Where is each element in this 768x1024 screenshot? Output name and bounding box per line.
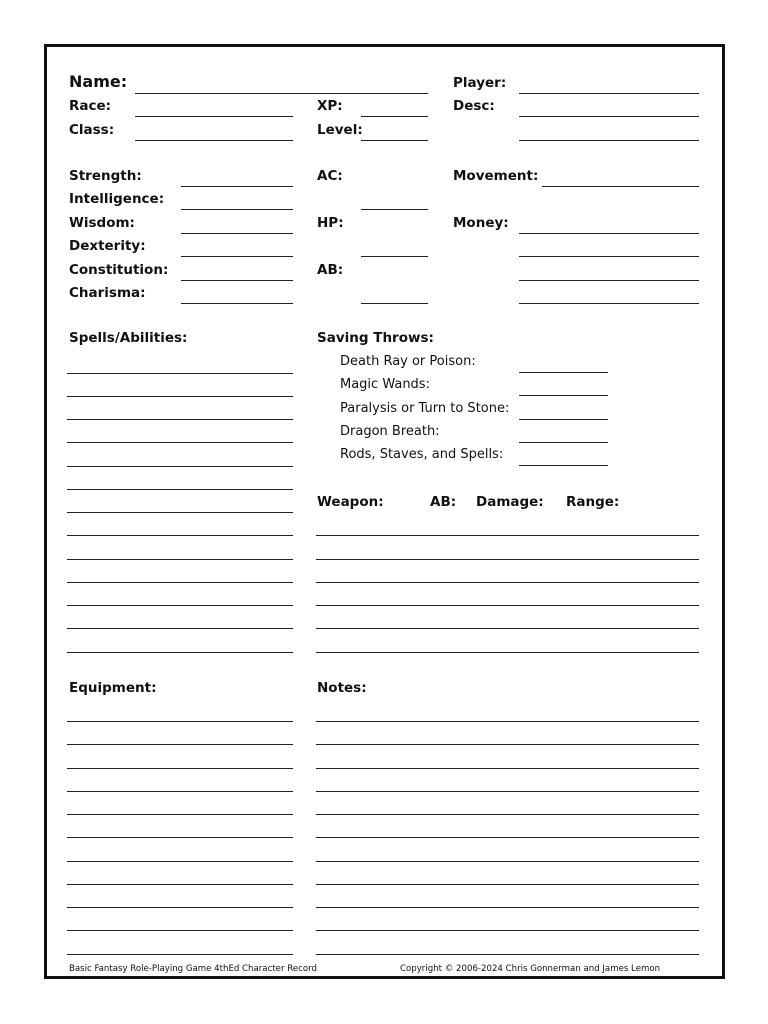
dexterity-field[interactable] [181, 256, 293, 257]
spells-line[interactable] [67, 628, 293, 629]
spells-line[interactable] [67, 582, 293, 583]
desc-field[interactable] [519, 116, 699, 117]
notes-line[interactable] [316, 814, 699, 815]
spells-line[interactable] [67, 442, 293, 443]
spells-line[interactable] [67, 489, 293, 490]
notes-line[interactable] [316, 837, 699, 838]
hp-label: HP: [317, 215, 344, 231]
equipment-line[interactable] [67, 837, 293, 838]
dexterity-label: Dexterity: [69, 238, 146, 254]
save-paralysis-label: Paralysis or Turn to Stone: [340, 401, 510, 416]
weapon-line[interactable] [316, 628, 699, 629]
weapon-ab-header: AB: [430, 494, 457, 510]
weapon-line[interactable] [316, 652, 699, 653]
footer-title: Basic Fantasy Role-Playing Game 4thEd Character Record [69, 964, 317, 974]
spells-line[interactable] [67, 419, 293, 420]
notes-line[interactable] [316, 930, 699, 931]
equipment-line[interactable] [67, 884, 293, 885]
equipment-heading: Equipment: [69, 680, 157, 696]
weapon-range-header: Range: [566, 494, 620, 510]
spells-line[interactable] [67, 652, 293, 653]
save-magic-wands-label: Magic Wands: [340, 377, 430, 392]
xp-label: XP: [317, 98, 343, 114]
save-dragon-breath-label: Dragon Breath: [340, 424, 440, 439]
weapon-line[interactable] [316, 535, 699, 536]
strength-field[interactable] [181, 186, 293, 187]
notes-line[interactable] [316, 768, 699, 769]
race-label: Race: [69, 98, 112, 114]
notes-line[interactable] [316, 954, 699, 955]
wisdom-label: Wisdom: [69, 215, 135, 231]
spells-line[interactable] [67, 396, 293, 397]
player-field[interactable] [519, 93, 699, 94]
wisdom-field[interactable] [181, 233, 293, 234]
save-rods-staves-field[interactable] [519, 465, 608, 466]
spells-line[interactable] [67, 605, 293, 606]
level-label: Level: [317, 122, 363, 138]
notes-line[interactable] [316, 744, 699, 745]
equipment-line[interactable] [67, 954, 293, 955]
save-death-ray-field[interactable] [519, 372, 608, 373]
race-field[interactable] [135, 116, 293, 117]
spells-line[interactable] [67, 373, 293, 374]
weapon-line[interactable] [316, 605, 699, 606]
money-field[interactable] [519, 233, 699, 234]
money-field-2[interactable] [519, 256, 699, 257]
intelligence-label: Intelligence: [69, 191, 165, 207]
money-field-4[interactable] [519, 303, 699, 304]
desc-field-2[interactable] [519, 140, 699, 141]
weapon-line[interactable] [316, 582, 699, 583]
notes-line[interactable] [316, 791, 699, 792]
spells-line[interactable] [67, 535, 293, 536]
equipment-line[interactable] [67, 768, 293, 769]
constitution-label: Constitution: [69, 262, 169, 278]
equipment-line[interactable] [67, 814, 293, 815]
charisma-label: Charisma: [69, 285, 146, 301]
xp-field[interactable] [361, 116, 428, 117]
money-label: Money: [453, 215, 509, 231]
movement-label: Movement: [453, 168, 539, 184]
save-magic-wands-field[interactable] [519, 395, 608, 396]
constitution-field[interactable] [181, 280, 293, 281]
equipment-line[interactable] [67, 861, 293, 862]
save-death-ray-label: Death Ray or Poison: [340, 354, 476, 369]
save-rods-staves-label: Rods, Staves, and Spells: [340, 447, 504, 462]
player-label: Player: [453, 75, 507, 91]
spells-line[interactable] [67, 512, 293, 513]
equipment-line[interactable] [67, 907, 293, 908]
equipment-line[interactable] [67, 721, 293, 722]
desc-label: Desc: [453, 98, 495, 114]
save-dragon-breath-field[interactable] [519, 442, 608, 443]
level-field[interactable] [361, 140, 428, 141]
ac-field[interactable] [361, 209, 428, 210]
notes-line[interactable] [316, 721, 699, 722]
equipment-line[interactable] [67, 791, 293, 792]
weapon-damage-header: Damage: [476, 494, 544, 510]
save-paralysis-field[interactable] [519, 419, 608, 420]
equipment-line[interactable] [67, 744, 293, 745]
notes-line[interactable] [316, 907, 699, 908]
name-field[interactable] [135, 93, 428, 94]
saving-throws-heading: Saving Throws: [317, 330, 434, 346]
class-field[interactable] [135, 140, 293, 141]
hp-field[interactable] [361, 256, 428, 257]
notes-line[interactable] [316, 861, 699, 862]
intelligence-field[interactable] [181, 209, 293, 210]
spells-abilities-heading: Spells/Abilities: [69, 330, 188, 346]
ac-label: AC: [317, 168, 343, 184]
strength-label: Strength: [69, 168, 142, 184]
spells-line[interactable] [67, 559, 293, 560]
name-label: Name: [69, 72, 128, 91]
notes-heading: Notes: [317, 680, 367, 696]
spells-line[interactable] [67, 466, 293, 467]
weapon-header: Weapon: [317, 494, 384, 510]
money-field-3[interactable] [519, 280, 699, 281]
charisma-field[interactable] [181, 303, 293, 304]
movement-field[interactable] [542, 186, 699, 187]
equipment-line[interactable] [67, 930, 293, 931]
weapon-line[interactable] [316, 559, 699, 560]
notes-line[interactable] [316, 884, 699, 885]
class-label: Class: [69, 122, 115, 138]
ab-field[interactable] [361, 303, 428, 304]
footer-copyright: Copyright © 2006-2024 Chris Gonnerman and James Lemon [400, 964, 661, 974]
ab-label: AB: [317, 262, 344, 278]
